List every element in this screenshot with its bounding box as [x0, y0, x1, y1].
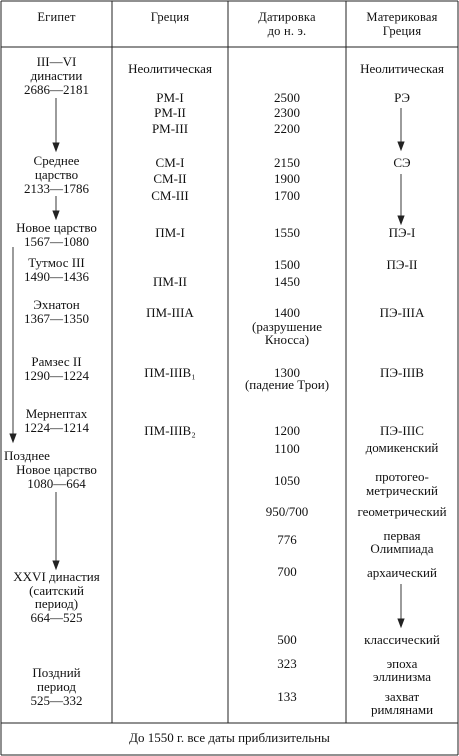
egypt-cell: царство	[34, 167, 79, 182]
header-greece: Греция	[150, 10, 190, 24]
greece-cell: РМ-I	[156, 90, 184, 105]
greece-cell: ПМ-IIIB₂	[144, 423, 196, 438]
egypt-cell: 2133—1786	[24, 181, 89, 196]
greece-cell: СМ-I	[155, 155, 185, 170]
egypt-cell: Рамзес II	[31, 354, 82, 369]
date-cell: 1050	[274, 473, 300, 488]
egypt-cell: 1080—664	[27, 476, 86, 491]
mainland-cell: ПЭ-II	[386, 257, 418, 272]
header-egypt: Египет	[37, 10, 76, 24]
date-cell: 1400	[274, 305, 300, 320]
date-cell: 2150	[274, 155, 300, 170]
date-cell: 1450	[274, 274, 300, 289]
date-cell: 776	[277, 532, 297, 547]
egypt-cell: 1567—1080	[24, 234, 89, 249]
date-cell-note: Кносса)	[264, 332, 310, 347]
mainland-cell: СЭ	[393, 155, 411, 170]
header-mainland-line2: Греция	[382, 24, 422, 38]
mainland-cell: геометрический	[357, 504, 447, 519]
date-cell: 2300	[274, 105, 300, 120]
egypt-cell: период)	[34, 596, 79, 611]
mainland-cell: эпоха	[386, 656, 418, 671]
greece-cell: Неолитическая	[128, 61, 212, 76]
egypt-cell: 525—332	[30, 693, 83, 708]
mainland-cell: захват	[384, 689, 420, 704]
date-cell: 950/700	[265, 504, 309, 519]
egypt-cell: III—VI	[36, 54, 77, 69]
greece-cell: ПМ-IIIA	[146, 305, 194, 320]
egypt-cell: Мернептах	[25, 406, 88, 421]
egypt-cell: Среднее	[33, 153, 80, 168]
egypt-cell: 1224—1214	[24, 420, 89, 435]
mainland-cell: римлянами	[370, 702, 434, 717]
table-footnote: До 1550 г. все даты приблизительны	[129, 730, 330, 745]
date-cell: 1300	[274, 365, 300, 380]
date-cell: 2200	[274, 121, 300, 136]
mainland-cell: ПЭ-I	[388, 225, 416, 240]
egypt-cell: XXVI династия	[13, 569, 100, 584]
egypt-cell: Новое царство	[16, 220, 97, 235]
greece-cell: РМ-II	[154, 105, 186, 120]
greece-cell: РМ-III	[151, 121, 189, 136]
header-mainland-line1: Материковая	[366, 10, 438, 24]
date-cell: 700	[277, 564, 297, 579]
header-dating-line1: Датировка	[258, 10, 316, 24]
mainland-cell: ПЭ-IIIC	[380, 423, 424, 438]
date-cell: 1100	[274, 441, 300, 456]
date-cell: 133	[277, 689, 297, 704]
date-cell: 323	[277, 656, 297, 671]
greece-cell: ПМ-II	[153, 274, 187, 289]
date-cell: 1550	[274, 225, 300, 240]
date-cell: 2500	[274, 90, 300, 105]
egypt-cell: 1367—1350	[24, 311, 89, 326]
mainland-cell: ПЭ-IIIA	[379, 305, 425, 320]
mainland-cell: классический	[364, 632, 440, 647]
greece-cell: ПМ-I	[155, 225, 185, 240]
date-cell: 1900	[274, 171, 300, 186]
egypt-cell: династии	[30, 68, 83, 83]
egypt-cell: (саитский	[29, 583, 84, 598]
egypt-cell: 1490—1436	[24, 269, 89, 284]
mainland-cell: эллинизма	[372, 669, 432, 684]
greece-cell: СМ-II	[153, 171, 187, 186]
mainland-cell: РЭ	[394, 90, 410, 105]
greece-cell: ПМ-IIIB₁	[144, 365, 196, 380]
mainland-cell: Олимпиада	[370, 541, 434, 556]
mainland-cell: метрический	[366, 483, 438, 498]
date-cell: 1200	[274, 423, 300, 438]
date-cell-note: (разрушение	[251, 319, 323, 334]
egypt-cell: 2686—2181	[24, 82, 89, 97]
egypt-cell: Эхнатон	[33, 297, 80, 312]
date-cell: 1500	[274, 257, 300, 272]
mainland-cell: архаический	[367, 565, 437, 580]
mainland-cell: первая	[383, 528, 421, 543]
mainland-cell: ПЭ-IIIB	[380, 365, 424, 380]
egypt-cell: Новое царство	[16, 462, 97, 477]
egypt-cell: 664—525	[30, 610, 83, 625]
egypt-cell: Позднее	[4, 448, 50, 463]
date-cell: 500	[277, 632, 297, 647]
egypt-cell: 1290—1224	[24, 368, 89, 383]
date-cell: 1700	[274, 188, 300, 203]
egypt-cell: Тутмос III	[28, 255, 85, 270]
greece-cell: СМ-III	[151, 188, 189, 203]
mainland-cell: протогео-	[375, 469, 429, 484]
egypt-cell: период	[37, 679, 76, 694]
mainland-cell: домикенский	[365, 440, 439, 455]
header-dating-line2: до н. э.	[267, 24, 307, 38]
date-cell-note: (падение Трои)	[244, 377, 330, 392]
egypt-cell: Поздний	[32, 665, 81, 680]
mainland-cell: Неолитическая	[360, 61, 444, 76]
